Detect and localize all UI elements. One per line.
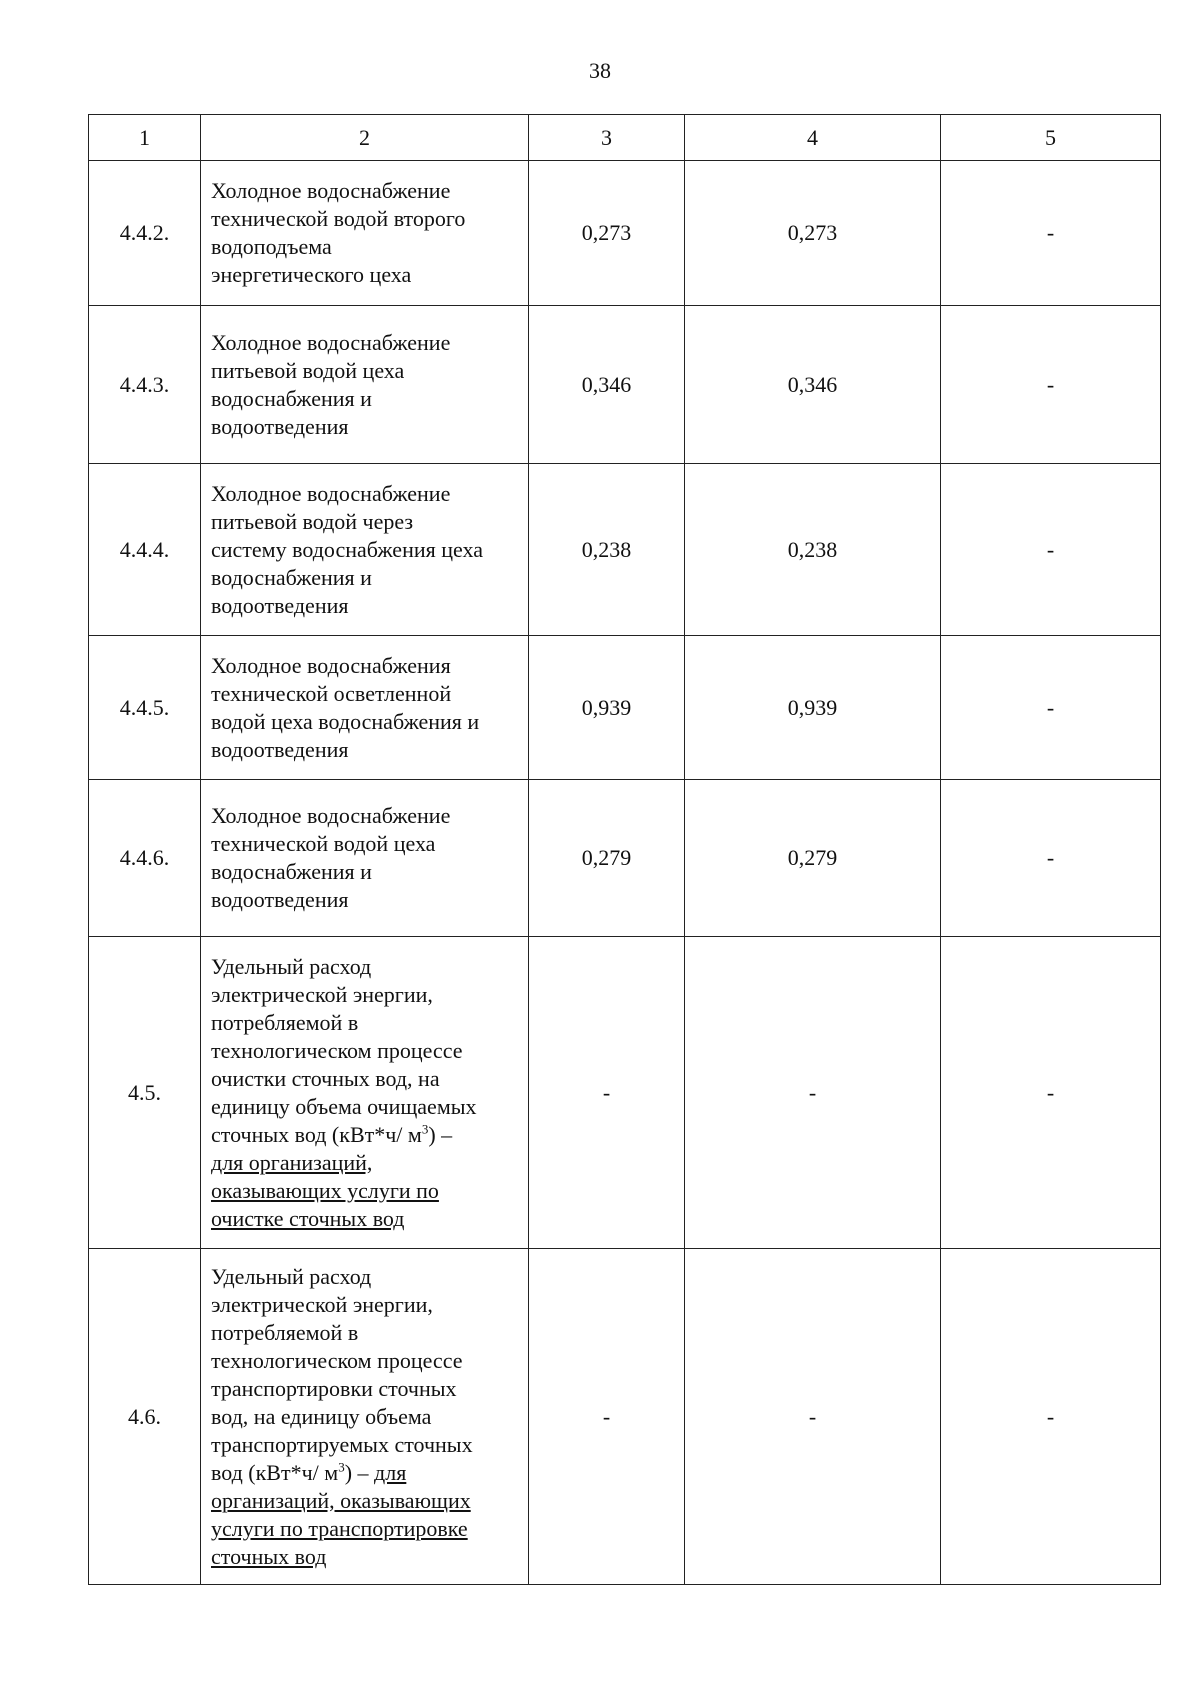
row-col3-value: 0,279 (529, 780, 685, 937)
table-row (89, 937, 1161, 1249)
indicator-table (88, 114, 1161, 1585)
header-col-2: 2 (201, 115, 529, 161)
row-col3-value: - (529, 1249, 685, 1585)
description-line: технологическом процессе (211, 1347, 463, 1373)
header-col-5: 5 (941, 115, 1161, 161)
row-description (201, 636, 529, 780)
row-description (201, 464, 529, 636)
row-col5-value: - (941, 464, 1161, 636)
description-line: систему водоснабжения цеха (211, 536, 483, 562)
description-line: Удельный расход (211, 1263, 372, 1289)
unit-superscript: 3 (421, 1121, 429, 1137)
unit-line (211, 1121, 518, 1149)
row-col4-value: 0,939 (685, 636, 941, 780)
unit-underlined: для (374, 1459, 407, 1485)
table-row (89, 306, 1161, 464)
description-line: питьевой водой цеха (211, 357, 405, 383)
row-description (201, 937, 529, 1249)
description-line: транспортировки сточных (211, 1375, 457, 1401)
underlined-line: организаций, оказывающих (211, 1487, 471, 1513)
underlined-line: для организаций, (211, 1149, 373, 1175)
description-line: водоотведения (211, 887, 349, 912)
description-line: Холодное водоснабжение (211, 803, 451, 828)
unit-suffix: ) – (344, 1459, 375, 1485)
row-col4-value: 0,279 (685, 780, 941, 937)
row-description (201, 780, 529, 937)
header-col-1: 1 (89, 115, 201, 161)
description-line: электрической энергии, (211, 981, 433, 1007)
row-col3-value: 0,346 (529, 306, 685, 464)
row-number: 4.4.6. (89, 780, 201, 937)
row-description (201, 1249, 529, 1585)
underlined-line: оказывающих услуги по (211, 1177, 439, 1203)
row-col5-value: - (941, 1249, 1161, 1585)
description-line: Удельный расход (211, 953, 372, 979)
row-col3-value: - (529, 937, 685, 1249)
description-line: водоподъема (211, 234, 332, 259)
unit-superscript: 3 (338, 1459, 345, 1475)
description-line: транспортируемых сточных (211, 1431, 473, 1457)
row-number: 4.5. (89, 937, 201, 1249)
table-row (89, 161, 1161, 306)
row-col5-value: - (941, 161, 1161, 306)
description-line: технической водой цеха (211, 831, 436, 856)
description-line: водоотведения (211, 413, 349, 439)
header-col-4: 4 (685, 115, 941, 161)
unit-suffix: ) – (428, 1121, 453, 1147)
row-col5-value: - (941, 306, 1161, 464)
description-line: очистки сточных вод, на (211, 1065, 440, 1091)
underlined-line: очистке сточных вод (211, 1205, 405, 1231)
description-line: потребляемой в (211, 1319, 359, 1345)
table-header-row (89, 115, 1161, 161)
unit-prefix: вод (кВт*ч/ м (211, 1459, 339, 1485)
description-line: технологическом процессе (211, 1037, 463, 1063)
unit-prefix: сточных вод (кВт*ч/ м (211, 1121, 422, 1147)
row-col3-value: 0,238 (529, 464, 685, 636)
row-col4-value: - (685, 1249, 941, 1585)
header-col-3: 3 (529, 115, 685, 161)
underlined-line: сточных вод (211, 1543, 327, 1569)
table-row (89, 636, 1161, 780)
underlined-line: услуги по транспортировке (211, 1515, 468, 1541)
description-line: питьевой водой через (211, 508, 414, 534)
description-line: водоотведения (211, 592, 349, 618)
row-number: 4.4.2. (89, 161, 201, 306)
description-line: электрической энергии, (211, 1291, 433, 1317)
row-col5-value: - (941, 937, 1161, 1249)
description-line: Холодное водоснабжение (211, 480, 451, 506)
page-number: 38 (589, 58, 611, 83)
row-col4-value: 0,346 (685, 306, 941, 464)
row-description (201, 306, 529, 464)
table-row (89, 780, 1161, 937)
row-number: 4.4.5. (89, 636, 201, 780)
description-line: водой цеха водоснабжения и (211, 708, 480, 734)
description-line: энергетического цеха (211, 262, 412, 287)
row-col3-value: 0,273 (529, 161, 685, 306)
description-line: Холодное водоснабжение (211, 329, 451, 355)
description-line: водоснабжения и (211, 385, 372, 411)
description-line: Холодное водоснабжения (211, 652, 451, 678)
description-line: потребляемой в (211, 1009, 359, 1035)
row-col3-value: 0,939 (529, 636, 685, 780)
description-line: технической водой второго (211, 206, 466, 231)
row-number: 4.6. (89, 1249, 201, 1585)
description-line: водоотведения (211, 736, 349, 762)
row-col5-value: - (941, 636, 1161, 780)
row-description (201, 161, 529, 306)
description-line: водоснабжения и (211, 859, 372, 884)
table-row (89, 1249, 1161, 1585)
unit-line (211, 1459, 518, 1487)
description-line: вод, на единицу объема (211, 1403, 432, 1429)
description-line: водоснабжения и (211, 564, 372, 590)
row-col4-value: - (685, 937, 941, 1249)
row-number: 4.4.3. (89, 306, 201, 464)
row-col4-value: 0,238 (685, 464, 941, 636)
description-line: единицу объема очищаемых (211, 1093, 477, 1119)
row-col5-value: - (941, 780, 1161, 937)
description-line: технической осветленной (211, 680, 452, 706)
row-number: 4.4.4. (89, 464, 201, 636)
description-line: Холодное водоснабжение (211, 178, 451, 203)
row-col4-value: 0,273 (685, 161, 941, 306)
table-row (89, 464, 1161, 636)
